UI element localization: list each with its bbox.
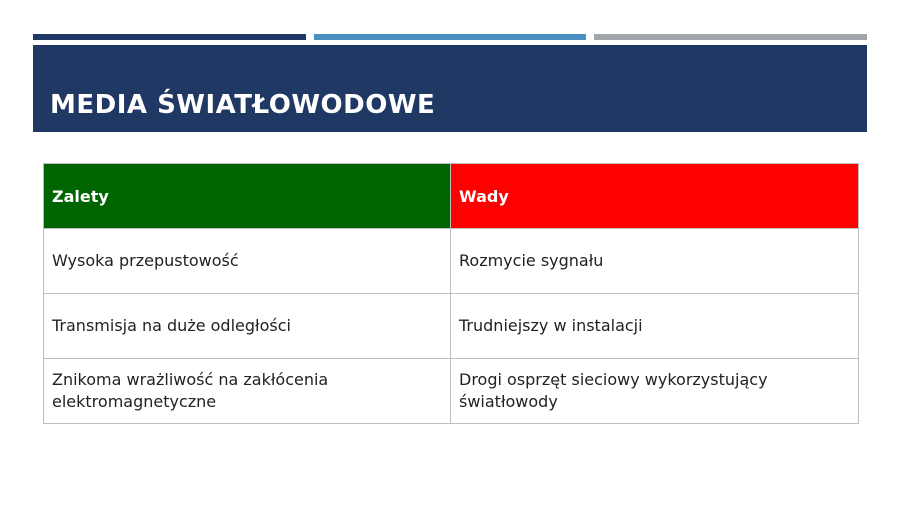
pro-cell: Znikoma wrażliwość na zakłócenia elektromagnetyczne <box>44 359 451 424</box>
cons-header: Wady <box>451 164 859 229</box>
accent-bar-gray <box>594 34 867 40</box>
con-cell: Drogi osprzęt sieciowy wykorzystujący światłowody <box>451 359 859 424</box>
accent-bar-light-blue <box>314 34 586 40</box>
table-row <box>44 359 859 424</box>
pros-header: Zalety <box>44 164 451 229</box>
con-cell: Trudniejszy w instalacji <box>451 294 859 359</box>
pro-cell: Wysoka przepustowość <box>44 229 451 294</box>
table-row <box>44 229 859 294</box>
slide-title: MEDIA ŚWIATŁOWODOWE <box>50 90 436 120</box>
comparison-table <box>43 163 859 424</box>
con-cell: Rozmycie sygnału <box>451 229 859 294</box>
pro-cell: Transmisja na duże odległości <box>44 294 451 359</box>
table-header-row <box>44 164 859 229</box>
accent-bar-dark-blue <box>33 34 306 40</box>
table-row <box>44 294 859 359</box>
title-band <box>33 45 867 132</box>
